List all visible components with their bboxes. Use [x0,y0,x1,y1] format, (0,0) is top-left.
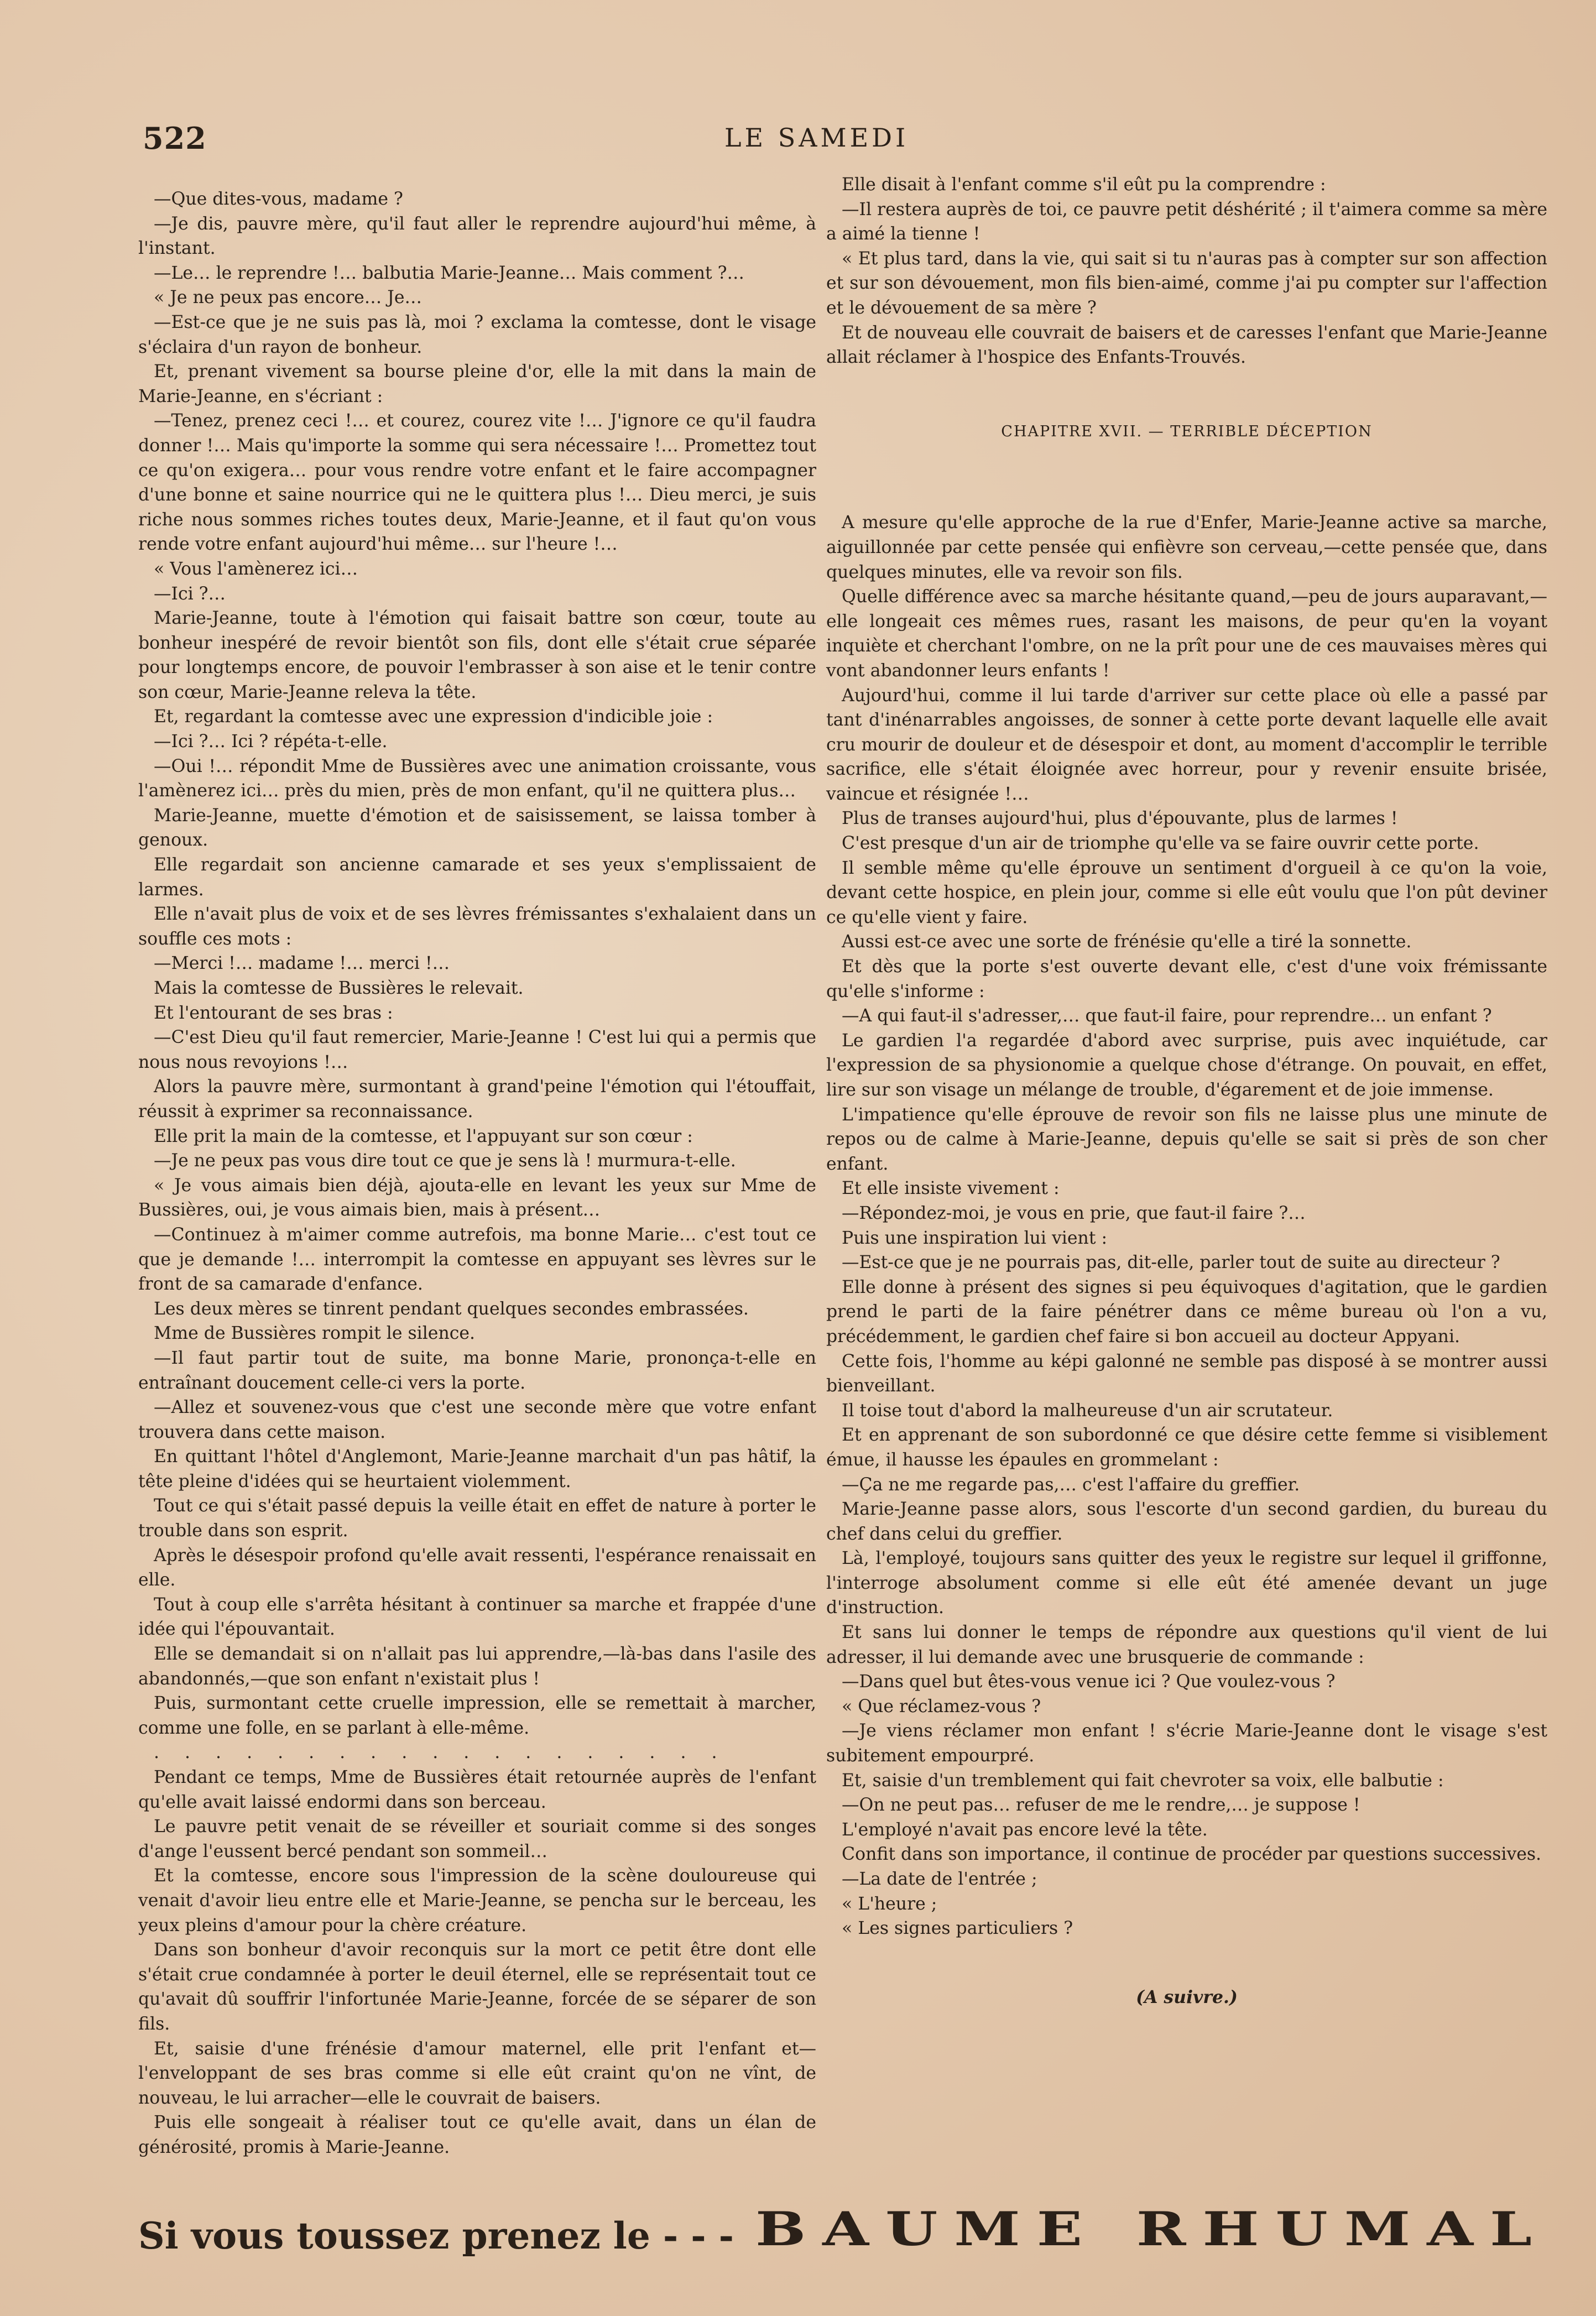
paragraph: —Dans quel but êtes-vous venue ici ? Que voulez-vous ? [842,1672,1336,1692]
running-title: LE SAMEDI [724,123,909,153]
to-be-continued: (A suivre.) [1136,1986,1238,2007]
paragraph: Les deux mères se tinrent pendant quelques secondes embrassées. [154,1298,749,1319]
paragraph: —Continuez à m'aimer comme autrefois, ma bonne Marie… c'est tout ce que je demande !… interrompit la comtesse en appuyant ses lèvres sur le front de sa camarade d'enfance. [138,1224,816,1295]
paragraph: Et en apprenant de son subordonné ce que désire cette femme si visiblement émue, il hausse les épaules en grommelant : [826,1425,1547,1470]
paragraph: Quelle différence avec sa marche hésitante quand,—peu de jours auparavant,—elle longeait ces mêmes rues, rasant les maisons, de peur qu'en la voyant inquiète et cherchant l'ombre, on ne la prît pour une de ces mauvaises mères qui vont abandonner leurs enfants ! [826,587,1547,681]
chapter-heading: CHAPITRE XVII. — TERRIBLE DÉCEPTION [1001,422,1373,440]
paragraph: Le gardien l'a regardée d'abord avec surprise, puis avec inquiétude, car l'expression de sa physionomie a quelque chose d'étrange. On pouvait, en effet, lire sur son visage un mélange de trouble, d'égarement et de joie immense. [826,1030,1547,1100]
paragraph: A mesure qu'elle approche de la rue d'Enfer, Marie-Jeanne active sa marche, aiguillonnée par cette pensée qui enfièvre son cerveau,—cette pensée que, dans quelques minutes, elle va revoir son fils. [826,513,1547,582]
page-number: 522 [143,121,207,156]
paragraph: L'impatience qu'elle éprouve de revoir son fils ne laisse plus une minute de repos ou de calme à Marie-Jeanne, depuis qu'elle se sait si près de son cher enfant. [826,1104,1547,1174]
paragraph: —Que dites-vous, madame ? [154,189,403,209]
paragraph: Et dès que la porte s'est ouverte devant elle, c'est d'une voix frémissante qu'elle s'informe : [826,957,1547,1001]
paragraph: « L'heure ; [842,1894,937,1914]
paragraph: Et sans lui donner le temps de répondre aux questions qu'il vient de lui adresser, il lui demande avec une brusquerie de commande : [826,1623,1547,1667]
paragraph: Elle donne à présent des signes si peu équivoques d'agitation, que le gardien prend le parti de la faire pénétrer dans ce même bureau où l'on a vu, précédemment, le gardien chef faire si bon accueil au docteur Appyani. [826,1277,1547,1347]
paragraph: Pendant ce temps, Mme de Bussières était retournée auprès de l'enfant qu'elle avait laissé endormi dans son berceau. [138,1767,816,1812]
paragraph: « Et plus tard, dans la vie, qui sait si tu n'auras pas à compter sur son affection et sur son dévouement, mon fils bien-aimé, comme j'ai pu compter sur l'affection et le dévouement de sa mère ? [826,248,1547,318]
paragraph: Tout ce qui s'était passé depuis la veille était en effet de nature à porter le trouble dans son esprit. [138,1496,816,1541]
paragraph: Aujourd'hui, comme il lui tarde d'arriver sur cette place où elle a passé par tant d'inénarrables angoisses, de sonner à cette porte devant laquelle elle avait cru mourir de douleur et de désespoir et dont, au moment d'accomplir le terrible sacrifice, elle s'était éloignée avec horreur, pour y revenir ensuite brisée, vaincue et résignée !… [826,685,1547,804]
advertisement-brand: BAUME RHUMAL [755,2202,1548,2257]
paragraph: . . . . . . . . . . . . . . . . . . . [154,1743,727,1763]
paragraph: Là, l'employé, toujours sans quitter des yeux le registre sur lequel il griffonne, l'interroge absolument comme si elle eût été amenée devant un juge d'instruction. [826,1548,1547,1618]
paragraph: Et, prenant vivement sa bourse pleine d'or, elle la mit dans la main de Marie-Jeanne, en s'écriant : [138,362,816,406]
paragraph: Alors la pauvre mère, surmontant à grand'peine l'émotion qui l'étouffait, réussit à exprimer sa reconnaissance. [138,1077,816,1122]
paragraph: —Allez et souvenez-vous que c'est une seconde mère que votre enfant trouvera dans cette maison. [138,1397,816,1442]
paragraph: —Ici ?… Ici ? répéta-t-elle. [154,732,388,752]
paragraph: L'employé n'avait pas encore levé la tête. [842,1819,1208,1840]
paragraph: Il toise tout d'abord la malheureuse d'un air scrutateur. [842,1400,1333,1421]
paragraph: —Il faut partir tout de suite, ma bonne Marie, prononça-t-elle en entraînant doucement celle-ci vers la porte. [138,1348,816,1393]
paragraph: —Je viens réclamer mon enfant ! s'écrie Marie-Jeanne dont le visage s'est subitement empourpré. [826,1721,1547,1766]
paragraph: « Vous l'amènerez ici… [154,559,358,579]
paragraph: Puis, surmontant cette cruelle impression, elle se remettait à marcher, comme une folle, en se parlant à elle-même. [138,1693,816,1738]
right-column-bottom [826,510,1547,1941]
paragraph: Elle se demandait si on n'allait pas lui apprendre,—là-bas dans l'asile des abandonnés,—que son enfant n'existait plus ! [138,1644,816,1689]
paragraph: —Est-ce que je ne suis pas là, moi ? exclama la comtesse, dont le visage s'éclaira d'un rayon de bonheur. [138,312,816,357]
paragraph: —Tenez, prenez ceci !… et courez, courez vite !… J'ignore ce qu'il faudra donner !… Mais qu'importe la somme qui sera nécessaire !… Promettez tout ce qu'on exigera… pour vous rendre votre enfant et le faire accompagner d'une bonne et saine nourrice qui ne le quittera plus !… Dieu merci, je suis riche nous sommes riches toutes deux, Marie-Jeanne, et il faut qu'on vous rende votre enfant aujourd'hui même… sur l'heure !… [138,411,816,555]
paragraph: —Oui !… répondit Mme de Bussières avec une animation croissante, vous l'amènerez ici… près du mien, près de mon enfant, qu'il ne quittera plus… [138,756,816,801]
paragraph: Confit dans son importance, il continue de procéder par questions successives. [842,1844,1542,1865]
advertisement-text: Si vous toussez prenez le - - - [138,2214,734,2257]
paragraph: —A qui faut-il s'adresser,… que faut-il faire, pour reprendre… un enfant ? [842,1006,1492,1026]
paragraph: « Les signes particuliers ? [842,1918,1073,1939]
paragraph: Mme de Bussières rompit le silence. [154,1323,476,1344]
paragraph: Aussi est-ce avec une sorte de frénésie qu'elle a tiré la sonnette. [842,932,1412,952]
paragraph: « Je ne peux pas encore… Je… [154,288,423,308]
paragraph: En quittant l'hôtel d'Anglemont, Marie-Jeanne marchait d'un pas hâtif, la tête pleine d'idées qui se heurtaient violemment. [138,1447,816,1491]
paragraph: Elle n'avait plus de voix et de ses lèvres frémissantes s'exhalaient dans un souffle ces mots : [138,904,816,949]
paragraph: Elle disait à l'enfant comme s'il eût pu la comprendre : [842,175,1326,195]
paragraph: —Il restera auprès de toi, ce pauvre petit déshérité ; il t'aimera comme sa mère a aimé la tienne ! [826,199,1547,244]
paragraph: Dans son bonheur d'avoir reconquis sur la mort ce petit être dont elle s'était crue condamnée à porter le deuil éternel, elle se représentait tout ce qu'avait dû souffrir l'infortunée Marie-Jeanne, forcée de se séparer de son fils. [138,1940,816,2034]
paragraph: —Le… le reprendre !… balbutia Marie-Jeanne… Mais comment ?… [154,263,745,283]
right-column [826,173,1547,2010]
paragraph: Cette fois, l'homme au képi galonné ne semble pas disposé à se montrer aussi bienveillant. [826,1351,1547,1396]
paragraph: —Répondez-moi, je vous en prie, que faut-il faire ?… [842,1203,1306,1223]
paragraph: Et elle insiste vivement : [842,1178,1060,1199]
paragraph: —On ne peut pas… refuser de me le rendre,… je suppose ! [842,1795,1360,1816]
paragraph: Mais la comtesse de Bussières le relevait. [154,978,524,998]
paragraph: Marie-Jeanne, muette d'émotion et de saisissement, se laissa tomber à genoux. [138,805,816,851]
paragraph: Puis elle songeait à réaliser tout ce qu'elle avait, dans un élan de générosité, promis à Marie-Jeanne. [138,2112,816,2157]
paragraph: —Merci !… madame !… merci !… [154,953,450,974]
left-column [138,187,816,2160]
paragraph: Marie-Jeanne passe alors, sous l'escorte d'un second gardien, du bureau du chef dans celui du greffier. [826,1499,1547,1544]
paragraph: Tout à coup elle s'arrêta hésitant à continuer sa marche et frappée d'une idée qui l'épouvantait. [138,1594,816,1640]
right-column-top [826,173,1547,370]
paragraph: Il semble même qu'elle éprouve un sentiment d'orgueil à ce qu'on la voie, devant cette hospice, en plein jour, comme si elle eût voulu que l'on pût deviner ce qu'elle vient y faire. [826,858,1547,927]
paragraph: Marie-Jeanne, toute à l'émotion qui faisait battre son cœur, toute au bonheur inespéré de revoir bientôt son fils, dont elle s'était crue séparée pour longtemps encore, de pouvoir l'embrasser à son aise et le tenir contre son cœur, Marie-Jeanne releva la tête. [138,608,816,702]
paragraph: —Ici ?… [154,583,226,604]
paragraph: —C'est Dieu qu'il faut remercier, Marie-Jeanne ! C'est lui qui a permis que nous nous revoyions !… [138,1027,816,1072]
paragraph: Et, saisie d'un tremblement qui fait chevroter sa voix, elle balbutie : [842,1770,1444,1791]
paragraph: Elle prit la main de la comtesse, et l'appuyant sur son cœur : [154,1126,693,1146]
paragraph: —La date de l'entrée ; [842,1869,1037,1889]
paragraph: Et la comtesse, encore sous l'impression de la scène douloureuse qui venait d'avoir lieu entre elle et Marie-Jeanne, se pencha sur le berceau, les yeux pleins d'amour pour la chère créature. [138,1866,816,1936]
paragraph: Et l'entourant de ses bras : [154,1003,393,1023]
paragraph: —Je dis, pauvre mère, qu'il faut aller le reprendre aujourd'hui même, à l'instant. [138,213,816,259]
paragraph: Le pauvre petit venait de se réveiller et souriait comme si des songes d'ange l'eussent bercé pendant son sommeil… [138,1817,816,1861]
paragraph: Plus de transes aujourd'hui, plus d'épouvante, plus de larmes ! [842,808,1398,829]
paragraph: Puis une inspiration lui vient : [842,1228,1108,1248]
paragraph: —Je ne peux pas vous dire tout ce que je sens là ! murmura-t-elle. [154,1151,736,1171]
paragraph: —Ça ne me regarde pas,… c'est l'affaire du greffier. [842,1474,1300,1495]
paragraph: —Est-ce que je ne pourrais pas, dit-elle, parler tout de suite au directeur ? [842,1253,1500,1273]
paragraph: Elle regardait son ancienne camarade et ses yeux s'emplissaient de larmes. [138,855,816,900]
paragraph: Et, saisie d'une frénésie d'amour maternel, elle prit l'enfant et—l'enveloppant de ses bras comme si elle eût craint qu'on ne vînt, de nouveau, le lui arracher—elle le couvrait de baisers. [138,2038,816,2108]
paragraph: Et, regardant la comtesse avec une expression d'indicible joie : [154,707,713,727]
paragraph: C'est presque d'un air de triomphe qu'elle va se faire ouvrir cette porte. [842,833,1479,854]
paragraph: Et de nouveau elle couvrait de baisers et de caresses l'enfant que Marie-Jeanne allait réclamer à l'hospice des Enfants-Trouvés. [826,322,1547,368]
advertisement [138,2202,1554,2263]
paragraph: « Que réclamez-vous ? [842,1696,1041,1717]
paragraph: Après le désespoir profond qu'elle avait ressenti, l'espérance renaissait en elle. [138,1545,816,1590]
paragraph: « Je vous aimais bien déjà, ajouta-elle en levant les yeux sur Mme de Bussières, oui, je vous aimais bien, mais à présent… [138,1175,816,1220]
